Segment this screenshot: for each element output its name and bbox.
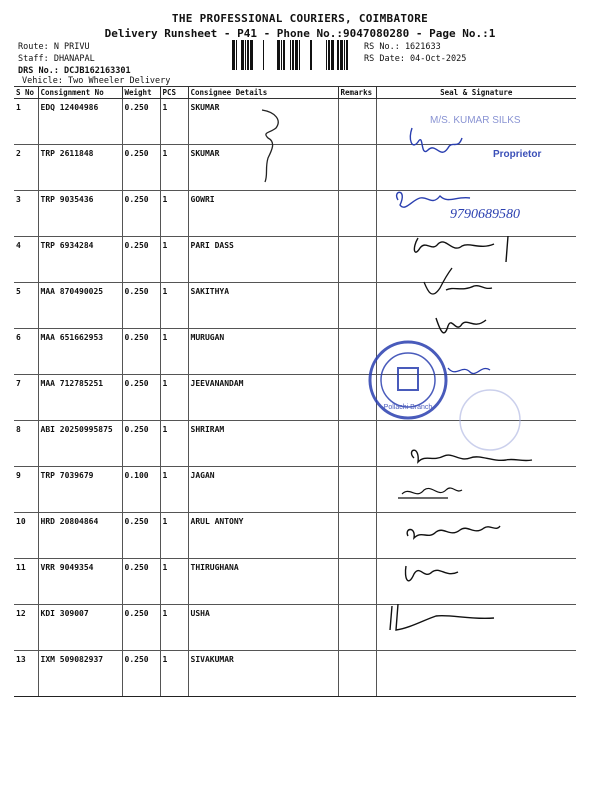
cell-seal-signature (376, 237, 576, 283)
cell-consignment: TRP 9035436 (38, 191, 122, 237)
barcode-bar (283, 40, 285, 70)
barcode-bar (337, 40, 339, 70)
barcode-bar (292, 40, 294, 70)
cell-consignment: IXM 509082937 (38, 651, 122, 697)
cell-seal-signature (376, 329, 576, 375)
cell-consignment: TRP 2611848 (38, 145, 122, 191)
cell-pcs: 1 (160, 145, 188, 191)
col-remarks-header: Remarks (338, 87, 376, 99)
barcode-bar (232, 40, 235, 70)
cell-pcs: 1 (160, 513, 188, 559)
cell-sno: 12 (14, 605, 38, 651)
cell-consignee: GOWRI (188, 191, 338, 237)
barcode-image (232, 40, 356, 70)
barcode-bar (326, 40, 327, 70)
cell-remarks (338, 605, 376, 651)
cell-weight: 0.100 (122, 467, 160, 513)
cell-seal-signature (376, 467, 576, 513)
cell-weight: 0.250 (122, 421, 160, 467)
cell-remarks (338, 237, 376, 283)
cell-consignee: MURUGAN (188, 329, 338, 375)
barcode-bar (290, 40, 291, 70)
cell-sno: 10 (14, 513, 38, 559)
table-row (14, 467, 576, 513)
cell-pcs: 1 (160, 99, 188, 145)
cell-consignment: MAA 651662953 (38, 329, 122, 375)
cell-consignment: KDI 309007 (38, 605, 122, 651)
table-row (14, 283, 576, 329)
cell-weight: 0.250 (122, 329, 160, 375)
cell-consignment: HRD 20804864 (38, 513, 122, 559)
cell-seal-signature (376, 513, 576, 559)
cell-sno: 3 (14, 191, 38, 237)
cell-remarks (338, 283, 376, 329)
cell-seal-signature (376, 99, 576, 145)
cell-remarks (338, 145, 376, 191)
table-row (14, 421, 576, 467)
cell-sno: 11 (14, 559, 38, 605)
barcode-bar (250, 40, 253, 70)
cell-consignee: SHRIRAM (188, 421, 338, 467)
cell-remarks (338, 375, 376, 421)
cell-weight: 0.250 (122, 559, 160, 605)
barcode-bar (277, 40, 280, 70)
proprietor-label: Proprietor (493, 149, 542, 160)
route-label: Route: N PRIVU (18, 42, 90, 52)
col-consignment-header: Consignment No (38, 87, 122, 99)
cell-sno: 9 (14, 467, 38, 513)
table-row (14, 559, 576, 605)
cell-remarks (338, 329, 376, 375)
drs-number: DRS No.: DCJB162163301 (18, 66, 131, 76)
barcode-bar (331, 40, 334, 70)
barcode-bar (299, 40, 300, 70)
cell-sno: 2 (14, 145, 38, 191)
cell-seal-signature (376, 651, 576, 697)
cell-remarks (338, 467, 376, 513)
cell-seal-signature (376, 559, 576, 605)
barcode-bar (245, 40, 246, 70)
cell-pcs: 1 (160, 237, 188, 283)
cell-consignment: EDQ 12404986 (38, 99, 122, 145)
cell-weight: 0.250 (122, 191, 160, 237)
cell-weight: 0.250 (122, 605, 160, 651)
cell-remarks (338, 513, 376, 559)
phone-note: 9790689580 (450, 207, 520, 222)
rs-date: RS Date: 04-Oct-2025 (364, 54, 467, 64)
barcode-bar (344, 40, 345, 70)
cell-seal-signature (376, 283, 576, 329)
barcode-bar (310, 40, 312, 70)
cell-sno: 1 (14, 99, 38, 145)
cell-sno: 5 (14, 283, 38, 329)
cell-pcs: 1 (160, 467, 188, 513)
cell-consignee: PARI DASS (188, 237, 338, 283)
cell-weight: 0.250 (122, 283, 160, 329)
cell-weight: 0.250 (122, 237, 160, 283)
barcode-bar (241, 40, 244, 70)
cell-remarks (338, 99, 376, 145)
col-weight-header: Weight (122, 87, 160, 99)
table-row (14, 145, 576, 191)
company-title: THE PROFESSIONAL COURIERS, COIMBATORE (171, 12, 429, 25)
proprietor-stamp: M/S. KUMAR SILKS (430, 115, 521, 126)
col-consignee-header: Consignee Details (188, 87, 338, 99)
table-row (14, 237, 576, 283)
staff-label: Staff: DHANAPAL (18, 54, 95, 64)
runsheet-table (14, 86, 576, 697)
cell-remarks (338, 651, 376, 697)
cell-consignment: ABI 20250995875 (38, 421, 122, 467)
table-row (14, 191, 576, 237)
cell-pcs: 1 (160, 329, 188, 375)
table-row (14, 375, 576, 421)
cell-seal-signature (376, 375, 576, 421)
barcode-bar (328, 40, 330, 70)
cell-pcs: 1 (160, 559, 188, 605)
cell-sno: 13 (14, 651, 38, 697)
rs-number: RS No.: 1621633 (364, 42, 441, 52)
cell-remarks (338, 191, 376, 237)
cell-consignee: JAGAN (188, 467, 338, 513)
barcode-bar (236, 40, 237, 70)
cell-consignment: TRP 6934284 (38, 237, 122, 283)
col-seal-header: Seal & Signature (376, 87, 576, 99)
cell-pcs: 1 (160, 605, 188, 651)
cell-consignee: USHA (188, 605, 338, 651)
barcode-bar (346, 40, 348, 70)
cell-pcs: 1 (160, 191, 188, 237)
cell-consignee: SAKITHYA (188, 283, 338, 329)
cell-pcs: 1 (160, 421, 188, 467)
cell-weight: 0.250 (122, 651, 160, 697)
runsheet-subtitle: Delivery Runsheet - P41 - Phone No.:9047080280 - Page No.:1 (104, 27, 496, 40)
cell-sno: 8 (14, 421, 38, 467)
table-row (14, 651, 576, 697)
cell-sno: 7 (14, 375, 38, 421)
cell-weight: 0.250 (122, 375, 160, 421)
col-pcs-header: PCS (160, 87, 188, 99)
col-sno-header: S No (14, 87, 38, 99)
cell-consignee: SKUMAR (188, 99, 338, 145)
cell-consignee: SKUMAR (188, 145, 338, 191)
cell-consignee: ARUL ANTONY (188, 513, 338, 559)
table-row (14, 605, 576, 651)
cell-pcs: 1 (160, 375, 188, 421)
cell-remarks (338, 421, 376, 467)
table-row (14, 99, 576, 145)
cell-consignment: MAA 712785251 (38, 375, 122, 421)
cell-weight: 0.250 (122, 513, 160, 559)
table-row (14, 513, 576, 559)
cell-consignment: VRR 9049354 (38, 559, 122, 605)
cell-consignee: THIRUGHANA (188, 559, 338, 605)
cell-sno: 6 (14, 329, 38, 375)
cell-consignment: TRP 7039679 (38, 467, 122, 513)
barcode-bar (295, 40, 298, 70)
vehicle-label: Vehicle: Two Wheeler Delivery (22, 76, 171, 86)
barcode-bar (247, 40, 249, 70)
cell-seal-signature (376, 145, 576, 191)
barcode-bar (263, 40, 264, 70)
barcode-bar (340, 40, 343, 70)
cell-seal-signature (376, 421, 576, 467)
cell-weight: 0.250 (122, 145, 160, 191)
table-row (14, 329, 576, 375)
cell-sno: 4 (14, 237, 38, 283)
cell-consignment: MAA 870490025 (38, 283, 122, 329)
barcode-bar (281, 40, 282, 70)
cell-remarks (338, 559, 376, 605)
cell-seal-signature (376, 191, 576, 237)
cell-pcs: 1 (160, 651, 188, 697)
table-header-row (14, 87, 576, 99)
cell-weight: 0.250 (122, 99, 160, 145)
cell-consignee: JEEVANANDAM (188, 375, 338, 421)
cell-seal-signature (376, 605, 576, 651)
branch-seal-label: Pollachi Branch (383, 404, 433, 411)
cell-consignee: SIVAKUMAR (188, 651, 338, 697)
cell-pcs: 1 (160, 283, 188, 329)
